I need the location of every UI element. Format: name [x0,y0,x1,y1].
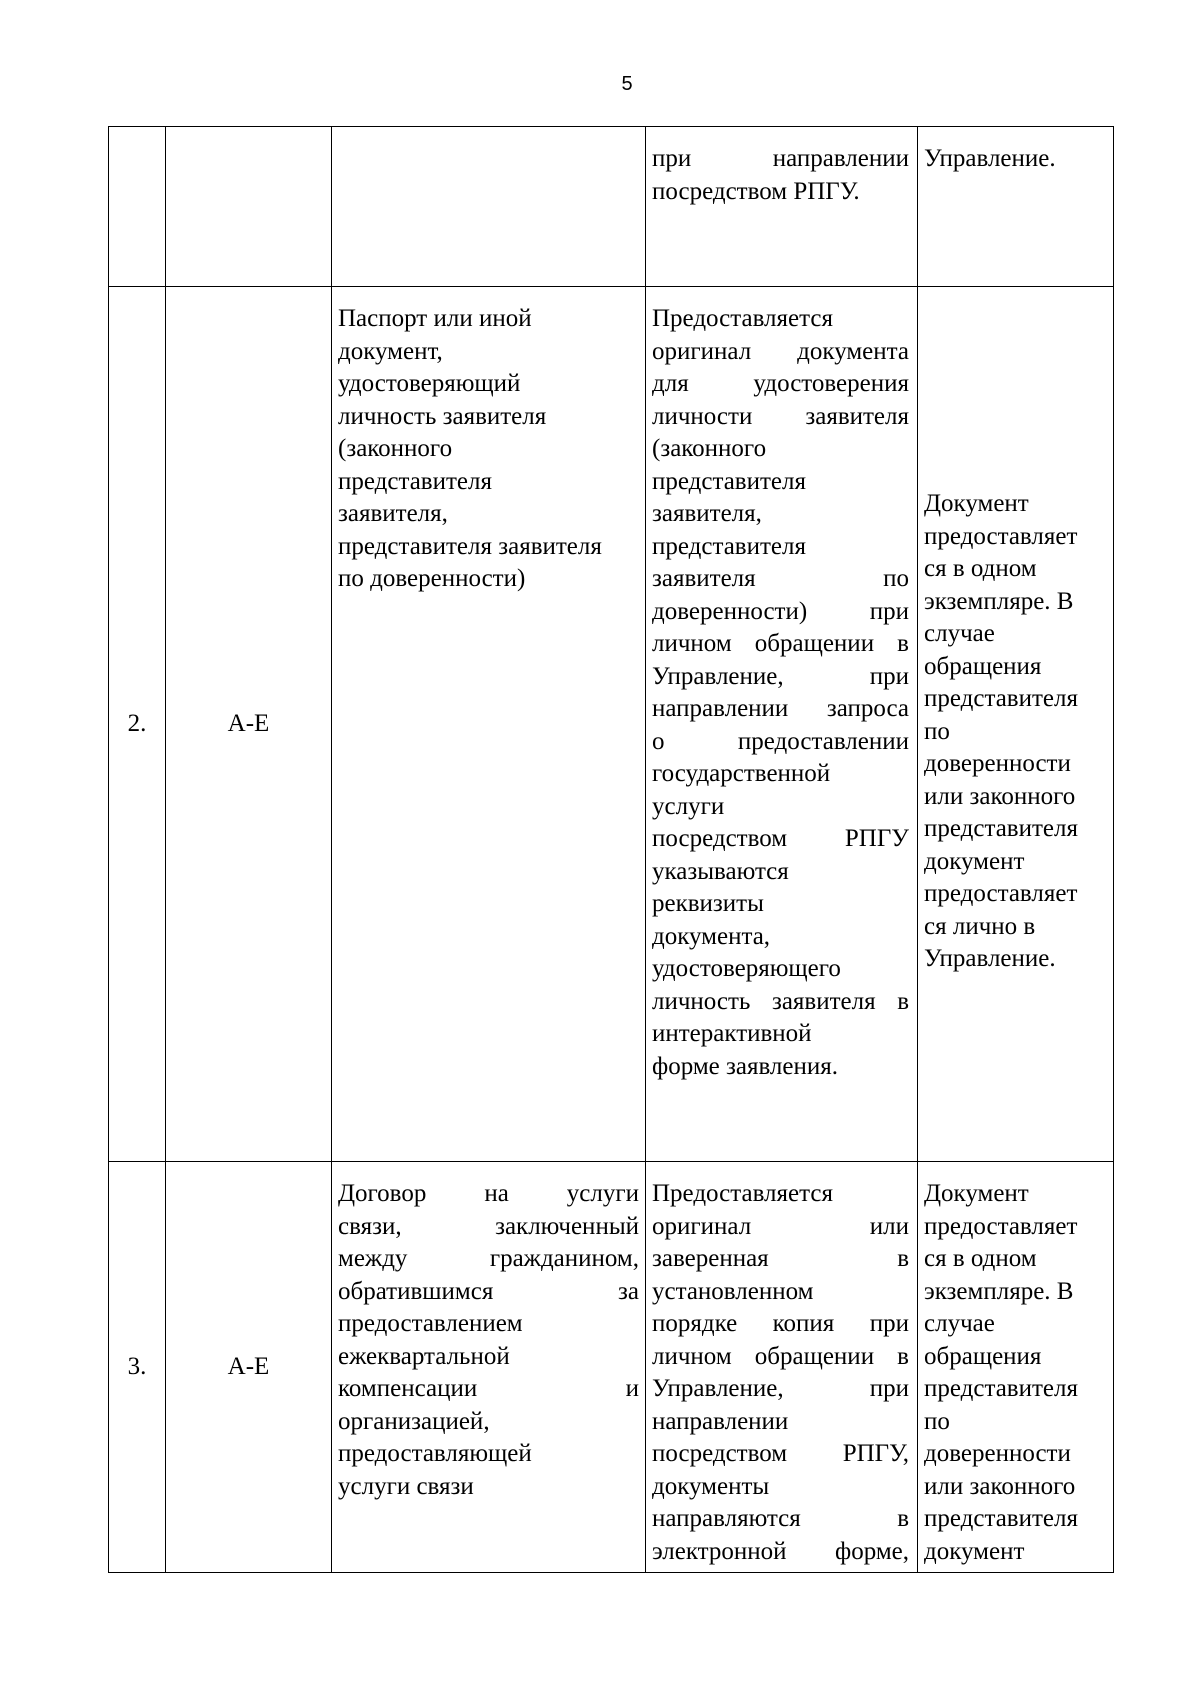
text-line: порядке копия при [652,1310,909,1337]
text-line: или законного [924,1472,1076,1500]
text-line: представителя заявителя [338,532,602,560]
text-line: по доверенности) [338,565,526,592]
text-line: Документ [924,490,1029,518]
text-line: для удостоверения [652,370,909,397]
document-cell [332,127,646,287]
text-line: интерактивной [652,1020,812,1047]
text-line: направляются в [652,1505,909,1532]
text-line: по [924,717,950,745]
text-line: удостоверяющего [652,955,841,982]
text-line: представителя [924,685,1078,713]
text-line: заявителя, [652,500,762,527]
text-line: документ [924,847,1025,875]
method-cell [646,127,918,287]
text-line: посредством РПГУ. [652,177,860,205]
text-line: между гражданином, [338,1245,639,1272]
row-number-cell: 3. [109,1162,166,1573]
text-line: представителя [924,1505,1078,1532]
document-cell [332,1162,646,1573]
text-line: Управление, при [652,1375,909,1402]
text-line: документы [652,1472,770,1500]
text-line: личности заявителя [652,402,909,430]
text-line: Предоставляется [652,305,833,332]
text-line: личность заявителя [338,402,547,430]
text-line: Управление, при [652,662,909,690]
text-line: предоставлением [338,1310,523,1337]
text-line: ся в одном [924,555,1037,583]
document-cell [332,287,646,1162]
row-number-cell [109,127,166,287]
text-line: ся лично в [924,912,1036,940]
text-line: Паспорт или иной [338,305,532,332]
table-row [109,127,1114,287]
text-line: оригинал или [652,1212,909,1240]
table-row [109,287,1114,1162]
text-line: личном обращении в [652,1342,909,1370]
text-line: представителя [652,532,806,560]
text-line: ежеквартальной [338,1342,510,1370]
text-line: представителя [924,815,1078,843]
method-cell [646,1162,918,1573]
text-line: посредством РПГУ, [652,1440,909,1467]
text-line: по [924,1407,950,1435]
text-line: документа, [652,922,771,950]
text-line: или законного [924,782,1076,810]
text-line: оригинал документа [652,337,909,365]
text-line: реквизиты [652,890,764,917]
text-line: представителя [338,467,492,495]
text-line: (законного [652,435,767,462]
text-line: обращения [924,1342,1042,1370]
note-cell [918,127,1114,287]
text-line: представителя [924,1375,1078,1402]
text-line: случае [924,1310,995,1337]
note-cell [918,1162,1114,1573]
text-line: экземпляре. В [924,587,1074,615]
page-number: 5 [621,73,633,95]
text-line: (законного [338,435,453,462]
category-cell: А-Е [166,1162,332,1573]
text-line: удостоверяющий [338,370,521,397]
table-row [109,1162,1114,1573]
text-line: документ, [338,337,443,365]
text-line: указываются [652,857,789,885]
text-line: Управление. [924,145,1056,172]
text-line: при направлении [652,145,909,172]
documents-table [108,126,1114,1573]
text-line: Документ [924,1180,1029,1207]
text-line: услуги [652,792,725,820]
category-cell: А-Е [166,287,332,1162]
text-line: личном обращении в [652,630,909,657]
text-line: направлении [652,1407,789,1435]
text-line: заявителя по [652,565,909,592]
text-line: ся в одном [924,1245,1037,1272]
row-number-cell: 2. [109,287,166,1162]
text-line: Управление. [924,945,1056,973]
text-line: связи, заключенный [338,1212,639,1240]
text-line: документ [924,1537,1025,1565]
text-line: личность заявителя в [652,987,909,1015]
text-line: государственной [652,760,831,787]
text-line: доверенности) при [652,597,909,625]
text-line: организацией, [338,1407,490,1435]
text-line: обращения [924,652,1042,680]
text-line: посредством РПГУ [652,825,909,852]
text-line: предоставляет [924,1212,1078,1240]
text-line: форме заявления. [652,1052,839,1080]
text-line: Предоставляется [652,1180,833,1207]
method-cell [646,287,918,1162]
text-line: обратившимся за [338,1277,639,1305]
text-line: предоставляющей [338,1440,532,1467]
text-line: случае [924,620,995,648]
text-line: представителя [652,467,806,495]
text-line: Договор на услуги [338,1180,639,1207]
text-line: направлении запроса [652,695,909,722]
text-line: электронной форме, [652,1537,909,1565]
text-line: заявителя, [338,500,448,527]
note-cell [918,287,1114,1162]
text-line: доверенности [924,750,1071,778]
text-line: доверенности [924,1440,1071,1467]
text-line: установленном [652,1277,814,1305]
text-line: предоставляет [924,880,1078,908]
text-line: экземпляре. В [924,1277,1074,1305]
text-line: услуги связи [338,1472,474,1500]
text-line: компенсации и [338,1375,639,1402]
text-line: о предоставлении [652,727,909,755]
text-line: предоставляет [924,522,1078,550]
text-line: заверенная в [652,1245,909,1272]
category-cell [166,127,332,287]
